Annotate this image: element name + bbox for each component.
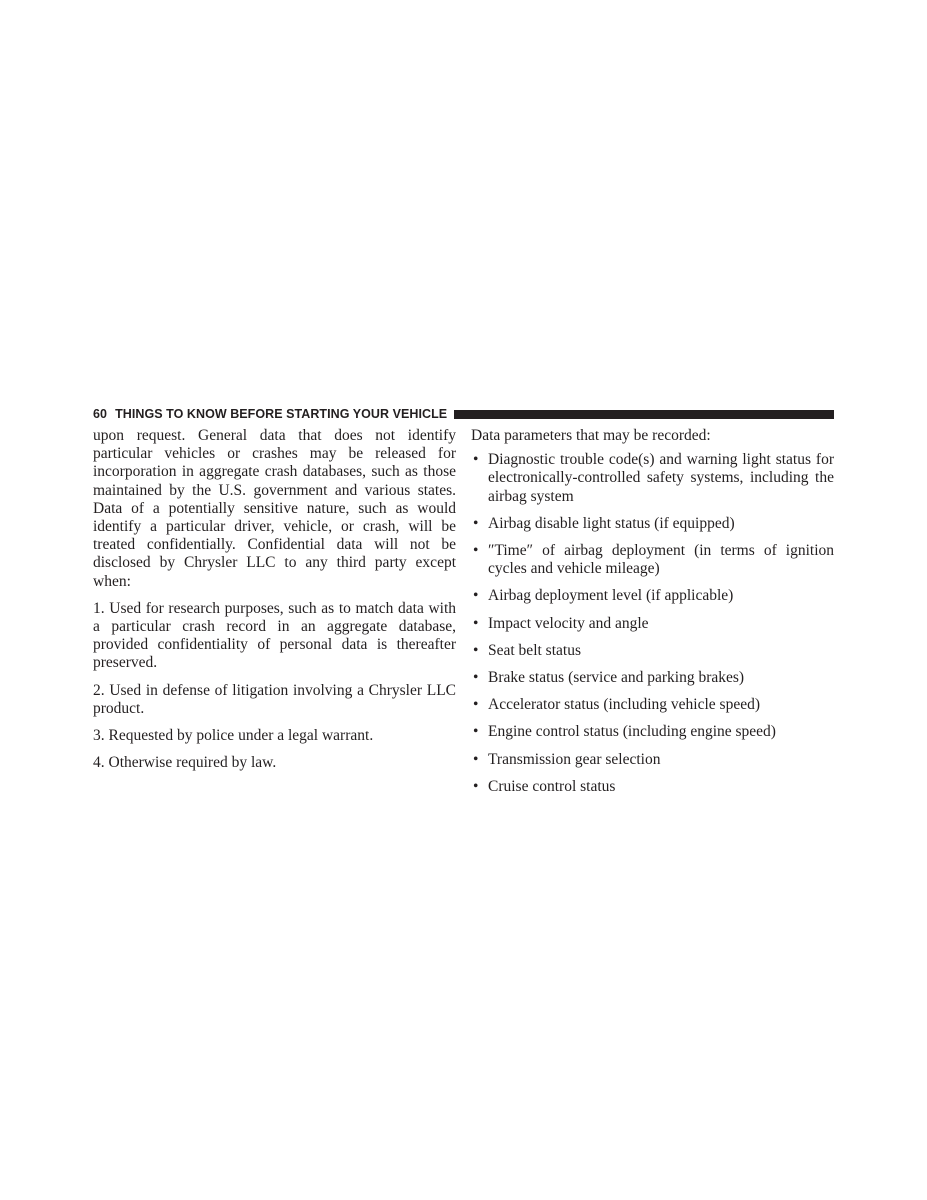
list-item [471, 451, 834, 506]
bullet-icon: • [473, 777, 479, 795]
list-item-text: Accelerator status (including vehicle speed) [488, 696, 760, 714]
data-parameters-list [471, 451, 834, 796]
bullet-icon: • [473, 614, 479, 632]
list-item-text: Airbag deployment level (if applicable) [488, 587, 734, 605]
page-number: 60 [93, 407, 108, 421]
numbered-item-2: 2. Used in defense of litigation involving a Chrysler LLC product. [93, 681, 456, 717]
bullet-icon: • [473, 542, 479, 560]
list-item [471, 587, 834, 605]
list-item-text: Seat belt status [488, 641, 581, 659]
numbered-item-1: 1. Used for research purposes, such as to match data with a particular crash record in an aggregate database, provided confidentiality of personal data is thereafter preserved. [93, 599, 456, 672]
numbered-item-4: 4. Otherwise required by law. [93, 754, 277, 772]
list-item [471, 696, 834, 714]
bullet-icon: • [473, 669, 479, 687]
left-column [93, 427, 456, 772]
body-paragraph: upon request. General data that does not identify particular vehicles or crashes may be released for incorporation in aggregate crash databases, such as those maintained by the U.S. government and various states. Data of a potentially sensitive nature, such as would identify a particular driver, vehicle, or crash, will be treated confidentially. Confidential data will not be disclosed by Chrysler LLC to any third party except when: [93, 427, 456, 590]
numbered-item-3: 3. Requested by police under a legal warrant. [93, 727, 374, 745]
list-item-text: Transmission gear selection [488, 750, 661, 768]
list-item-text: Airbag disable light status (if equipped) [488, 514, 735, 532]
right-column [471, 427, 834, 805]
list-intro: Data parameters that may be recorded: [471, 427, 711, 444]
list-item [471, 751, 834, 769]
list-item-text: ″Time″ of airbag deployment (in terms of ignition cycles and vehicle mileage) [488, 542, 834, 578]
list-item [471, 615, 834, 633]
list-item-text: Diagnostic trouble code(s) and warning light status for electronically-controlled safety systems, including the airbag system [488, 451, 834, 505]
bullet-icon: • [473, 723, 479, 741]
bullet-icon: • [473, 750, 479, 768]
list-item-text: Cruise control status [488, 777, 616, 795]
list-item-text: Engine control status (including engine speed) [488, 723, 776, 741]
header-rule [454, 410, 834, 419]
list-item [471, 669, 834, 687]
page-header [93, 404, 834, 424]
bullet-icon: • [473, 587, 479, 605]
bullet-icon: • [473, 451, 479, 469]
bullet-icon: • [473, 696, 479, 714]
bullet-icon: • [473, 514, 479, 532]
list-item-text: Impact velocity and angle [488, 614, 649, 632]
list-item-text: Brake status (service and parking brakes) [488, 669, 745, 687]
bullet-icon: • [473, 641, 479, 659]
list-item [471, 515, 834, 533]
list-item [471, 542, 834, 578]
section-title: THINGS TO KNOW BEFORE STARTING YOUR VEHICLE [115, 407, 448, 421]
list-item [471, 642, 834, 660]
list-item [471, 723, 834, 741]
list-item [471, 778, 834, 796]
